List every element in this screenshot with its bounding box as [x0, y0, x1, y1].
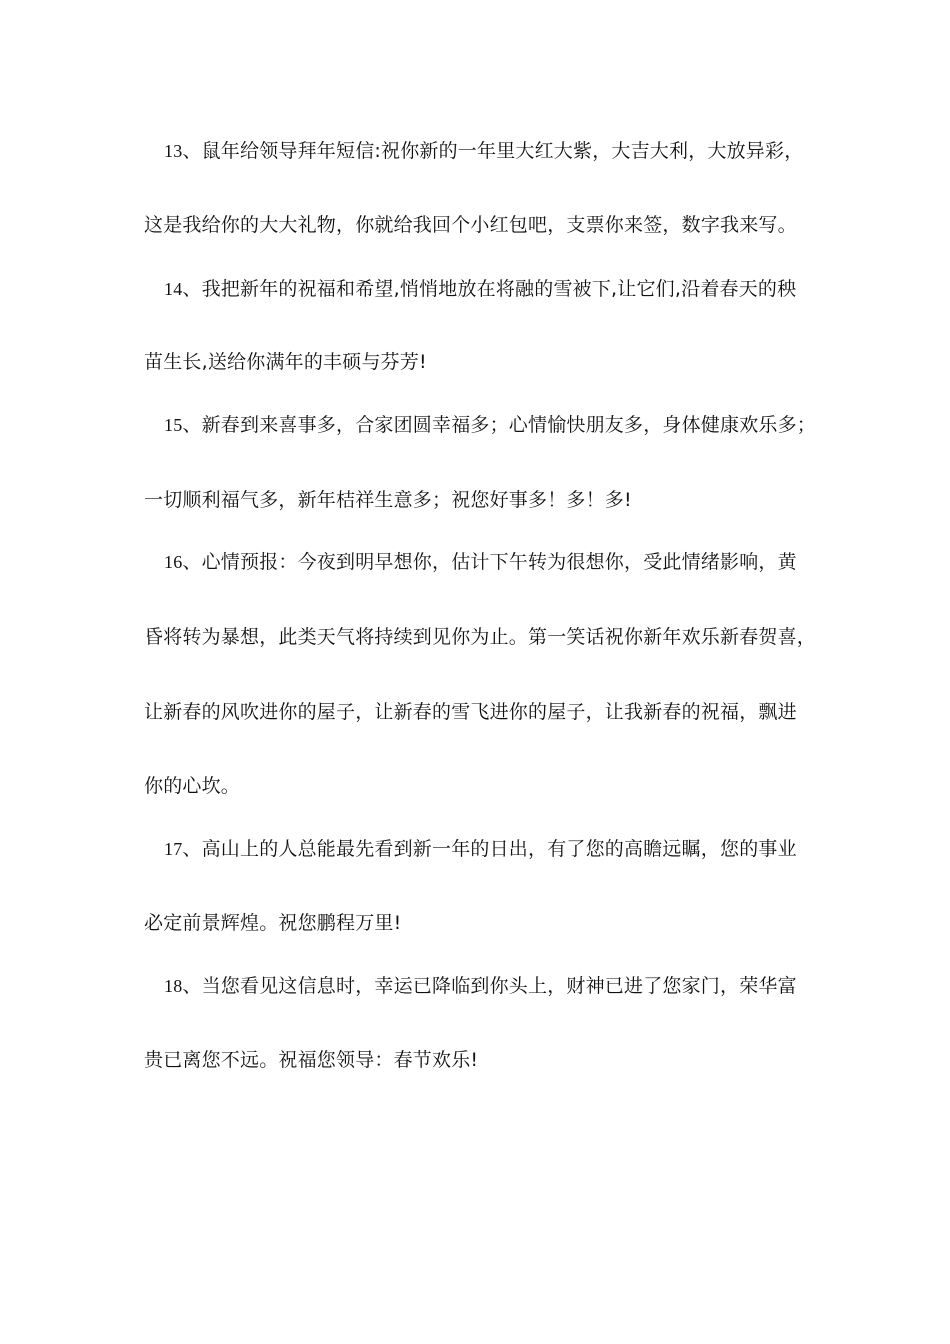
- item-13-line-2: 这是我给你的大大礼物，你就给我回个小红包吧，支票你来签，数字我来写。: [144, 214, 797, 236]
- item-18-line-2: 贵已离您不远。祝福您领导：春节欢乐!: [144, 1049, 479, 1071]
- item-15-line-2: 一切顺利福气多，新年桔祥生意多；祝您好事多！多！多!: [144, 489, 632, 511]
- item-16-text-1: 、心情预报：今夜到明早想你，估计下午转为很想你，受此情绪影响，黄: [182, 551, 797, 573]
- item-17-line-2: 必定前景辉煌。祝您鹏程万里!: [144, 912, 402, 934]
- item-16-number: 16: [164, 552, 183, 572]
- item-16-line-3: 让新春的风吹进你的屋子，让新春的雪飞进你的屋子，让我新春的祝福，飘进: [144, 701, 797, 723]
- item-13-number: 13: [164, 141, 183, 161]
- item-14-number: 14: [164, 279, 183, 299]
- item-14-line-1: [164, 276, 796, 302]
- item-18-number: 18: [164, 976, 183, 996]
- item-13-line-1: [164, 138, 803, 164]
- item-14-text-1: 、我把新年的祝福和希望,悄悄地放在将融的雪被下,让它们,沿着春天的秧: [182, 278, 797, 300]
- item-13-text-1: 、鼠年给领导拜年短信:祝你新的一年里大红大紫，大吉大利，大放异彩，: [182, 140, 804, 162]
- item-17-number: 17: [164, 839, 183, 859]
- item-16-line-2: 昏将转为暴想，此类天气将持续到见你为止。第一笑话祝你新年欢乐新春贺喜，: [144, 626, 817, 648]
- item-15-line-1: [164, 412, 816, 438]
- item-15-number: 15: [164, 415, 183, 435]
- item-16-line-1: [164, 549, 797, 575]
- item-18-line-1: [164, 973, 797, 999]
- item-17-line-1: [164, 836, 797, 862]
- item-16-line-4: 你的心坎。: [144, 775, 241, 797]
- item-18-text-1: 、当您看见这信息时，幸运已降临到你头上，财神已进了您家门，荣华富: [182, 975, 797, 997]
- item-14-line-2: 苗生长,送给你满年的丰硕与芬芳!: [144, 351, 427, 373]
- item-15-text-1: 、新春到来喜事多，合家团圆幸福多；心情愉快朋友多，身体健康欢乐多；: [182, 414, 817, 436]
- item-17-text-1: 、高山上的人总能最先看到新一年的日出，有了您的高瞻远瞩，您的事业: [182, 838, 797, 860]
